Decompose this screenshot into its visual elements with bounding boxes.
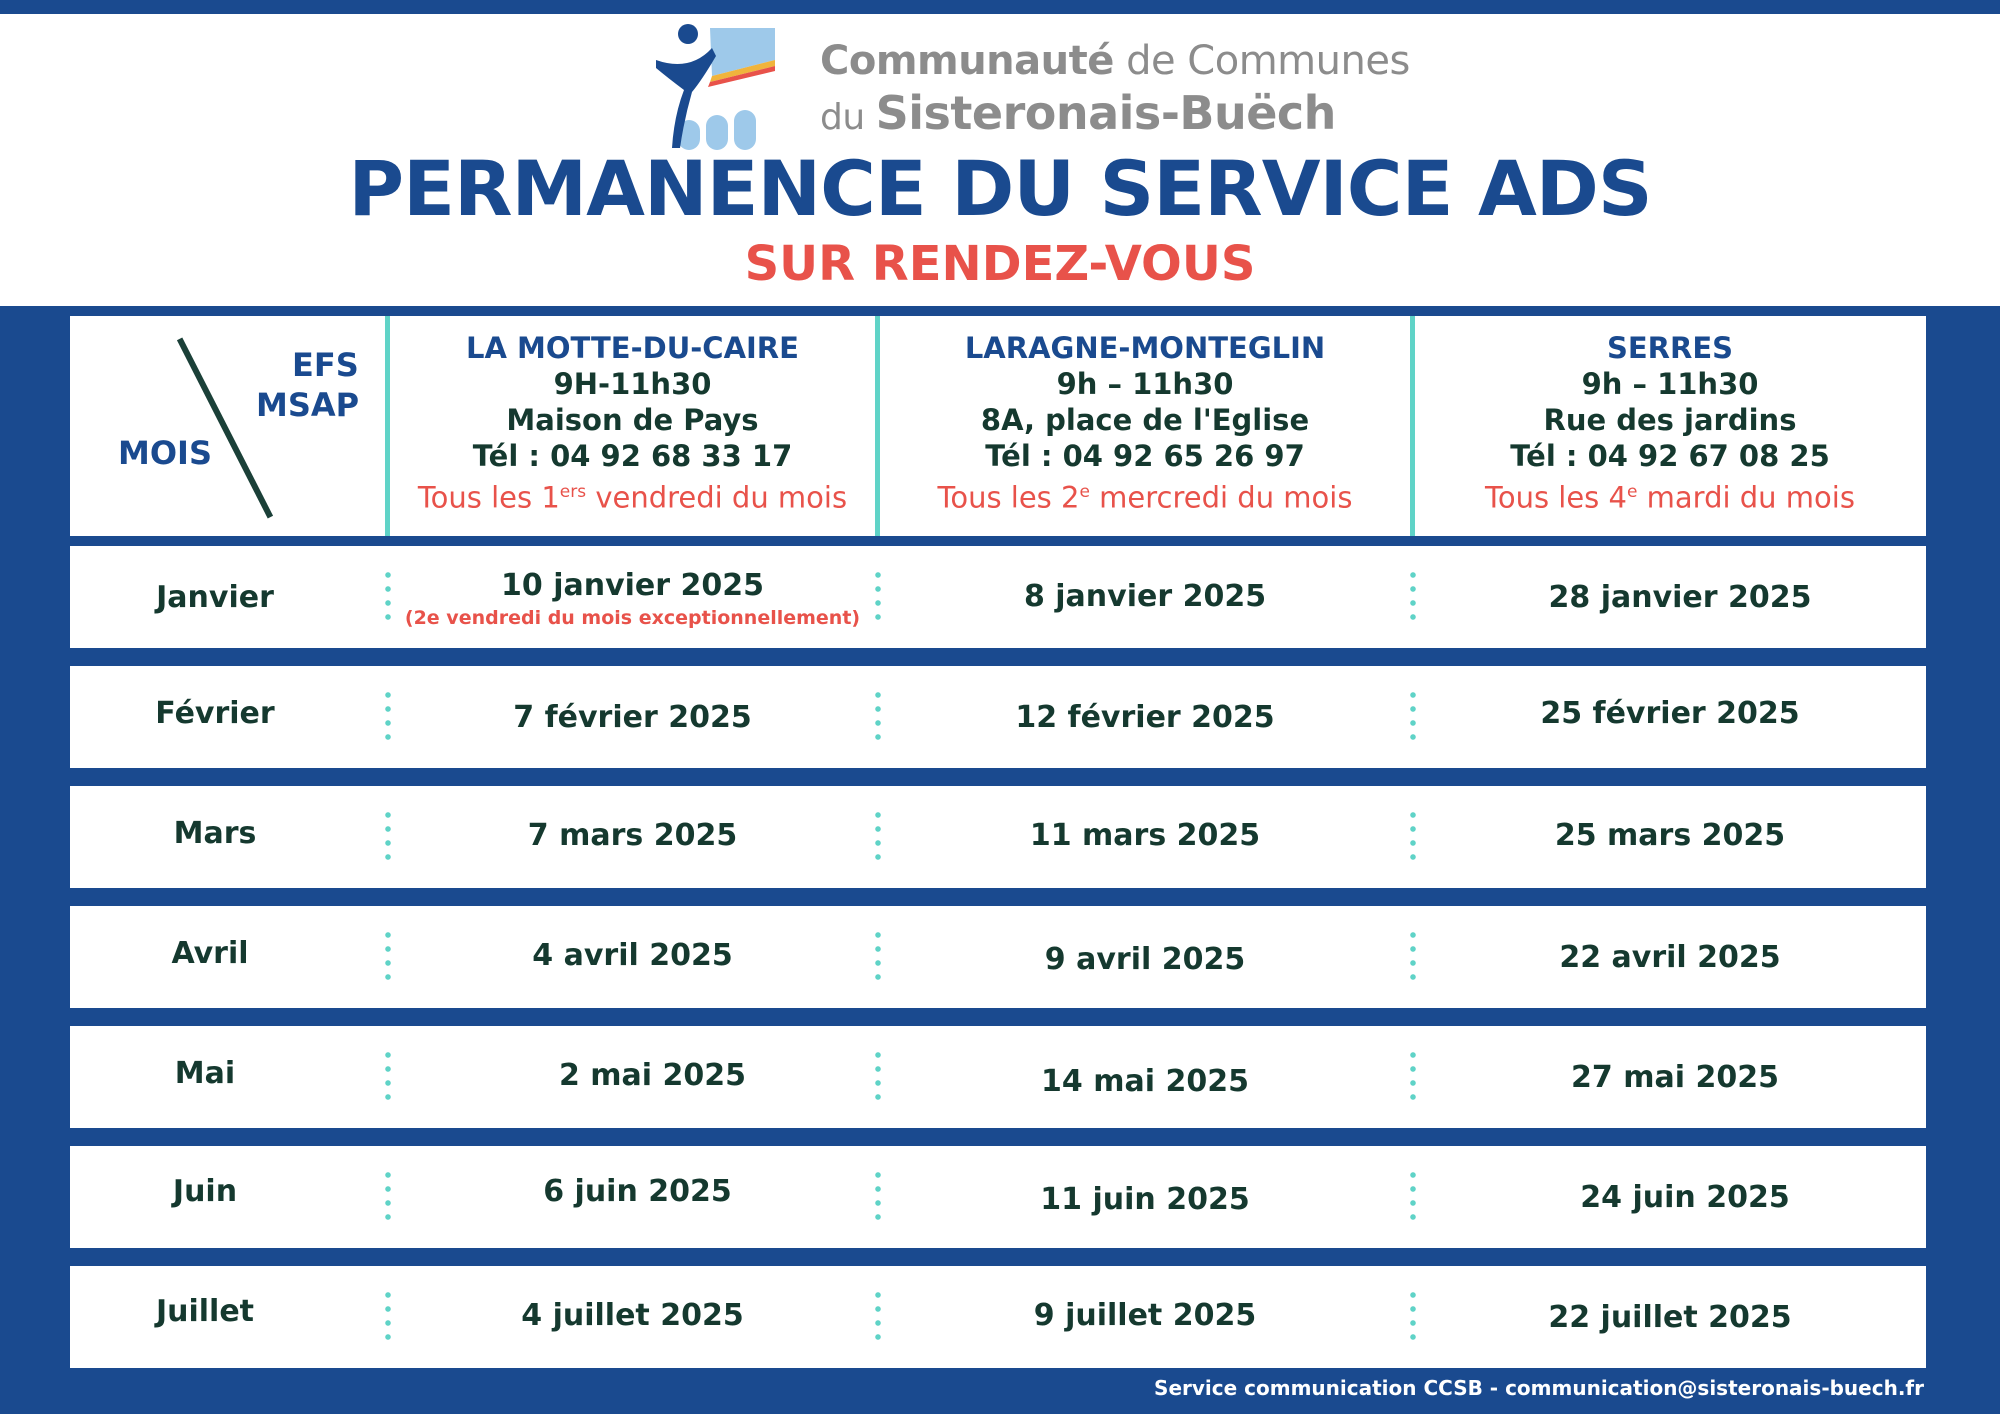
row-date-laragne: 9 avril 2025 [1044, 942, 1246, 977]
dotted-separator [385, 1048, 391, 1106]
column-address: Rue des jardins [1543, 403, 1797, 437]
footer-credit: Service communication CCSB - communication@sisteronais-buech.fr [1154, 1376, 1924, 1400]
row-date-la-motte: 4 juillet 2025 [521, 1298, 744, 1333]
row-date-la-motte: 4 avril 2025 [532, 938, 733, 973]
row-month: Mars [173, 816, 257, 851]
row-date-serres: 25 février 2025 [1540, 696, 1800, 731]
logo-text-line1: Communauté de Communes [820, 38, 1410, 84]
corner-cell [70, 316, 385, 536]
column-name: LARAGNE-MONTEGLIN [964, 331, 1326, 365]
column-header-serres [1415, 316, 1925, 536]
row-date-laragne: 9 juillet 2025 [1033, 1298, 1257, 1333]
schedule-header-card [70, 316, 1926, 536]
header [0, 14, 2000, 306]
column-schedule: Tous les 4e mardi du mois [1485, 480, 1855, 515]
row-month: Juin [172, 1174, 238, 1209]
row-month: Janvier [156, 580, 274, 615]
row-date-serres: 28 janvier 2025 [1548, 580, 1812, 615]
logo-text-line2: du Sisteronais-Buëch [820, 86, 1336, 140]
table-row [70, 1266, 1926, 1368]
row-date-la-motte: 6 juin 2025 [543, 1174, 732, 1209]
row-date-laragne: 11 juin 2025 [1040, 1182, 1250, 1217]
page-title: PERMANENCE DU SERVICE ADS [348, 144, 1652, 233]
table-row [70, 1146, 1926, 1248]
column-hours: 9h – 11h30 [1581, 367, 1759, 401]
corner-label-efs: EFS [292, 346, 359, 384]
row-date-serres: 27 mai 2025 [1571, 1060, 1779, 1095]
column-hours: 9h – 11h30 [1056, 367, 1234, 401]
top-band [0, 0, 2000, 14]
row-month: Juillet [155, 1294, 255, 1329]
row-date-la-motte: 10 janvier 2025 (2e vendredi du mois exceptionnellement) [390, 568, 875, 629]
row-date-serres: 22 juillet 2025 [1548, 1300, 1792, 1335]
row-date-serres: 25 mars 2025 [1554, 818, 1786, 853]
corner-label-msap: MSAP [256, 386, 360, 424]
column-phone: Tél : 04 92 67 08 25 [1510, 439, 1830, 473]
corner-label-mois: MOIS [118, 434, 212, 472]
table-row [70, 786, 1926, 888]
column-address: Maison de Pays [506, 403, 759, 437]
exception-note: (2e vendredi du mois exceptionnellement) [404, 607, 861, 629]
row-date-la-motte: 2 mai 2025 [558, 1058, 747, 1093]
column-hours: 9H-11h30 [553, 367, 712, 401]
row-date-la-motte: 7 mars 2025 [527, 818, 738, 853]
row-date-serres: 24 juin 2025 [1580, 1180, 1790, 1215]
row-date-laragne: 8 janvier 2025 [1023, 579, 1267, 614]
column-phone: Tél : 04 92 68 33 17 [472, 439, 793, 473]
table-row [70, 1026, 1926, 1128]
column-schedule: Tous les 2e mercredi du mois [937, 480, 1353, 515]
column-header-laragne [880, 316, 1410, 536]
dotted-separator [385, 1168, 391, 1226]
column-address: 8A, place de l'Eglise [980, 403, 1310, 437]
ccsb-logo-figure-icon [650, 20, 780, 150]
row-date-laragne: 11 mars 2025 [1029, 818, 1261, 853]
page-subtitle: SUR RENDEZ-VOUS [744, 236, 1256, 292]
column-schedule: Tous les 1ers vendredi du mois [417, 480, 848, 515]
diagonal-divider [177, 338, 273, 519]
row-date-la-motte: 7 février 2025 [513, 700, 752, 735]
column-name: LA MOTTE-DU-CAIRE [466, 331, 799, 365]
row-date-laragne: 12 février 2025 [1015, 700, 1275, 735]
row-date-serres: 22 avril 2025 [1559, 940, 1781, 975]
row-month: Avril [171, 936, 249, 971]
column-header-la-motte [390, 316, 875, 536]
column-name: SERRES [1606, 331, 1734, 365]
row-month: Mai [174, 1056, 236, 1091]
row-month: Février [155, 696, 275, 731]
row-date-laragne: 14 mai 2025 [1041, 1064, 1249, 1099]
column-phone: Tél : 04 92 65 26 97 [985, 439, 1305, 473]
ccsb-logo [650, 20, 1410, 150]
table-row [70, 906, 1926, 1008]
table-row [70, 666, 1926, 768]
table-row [70, 546, 1926, 648]
